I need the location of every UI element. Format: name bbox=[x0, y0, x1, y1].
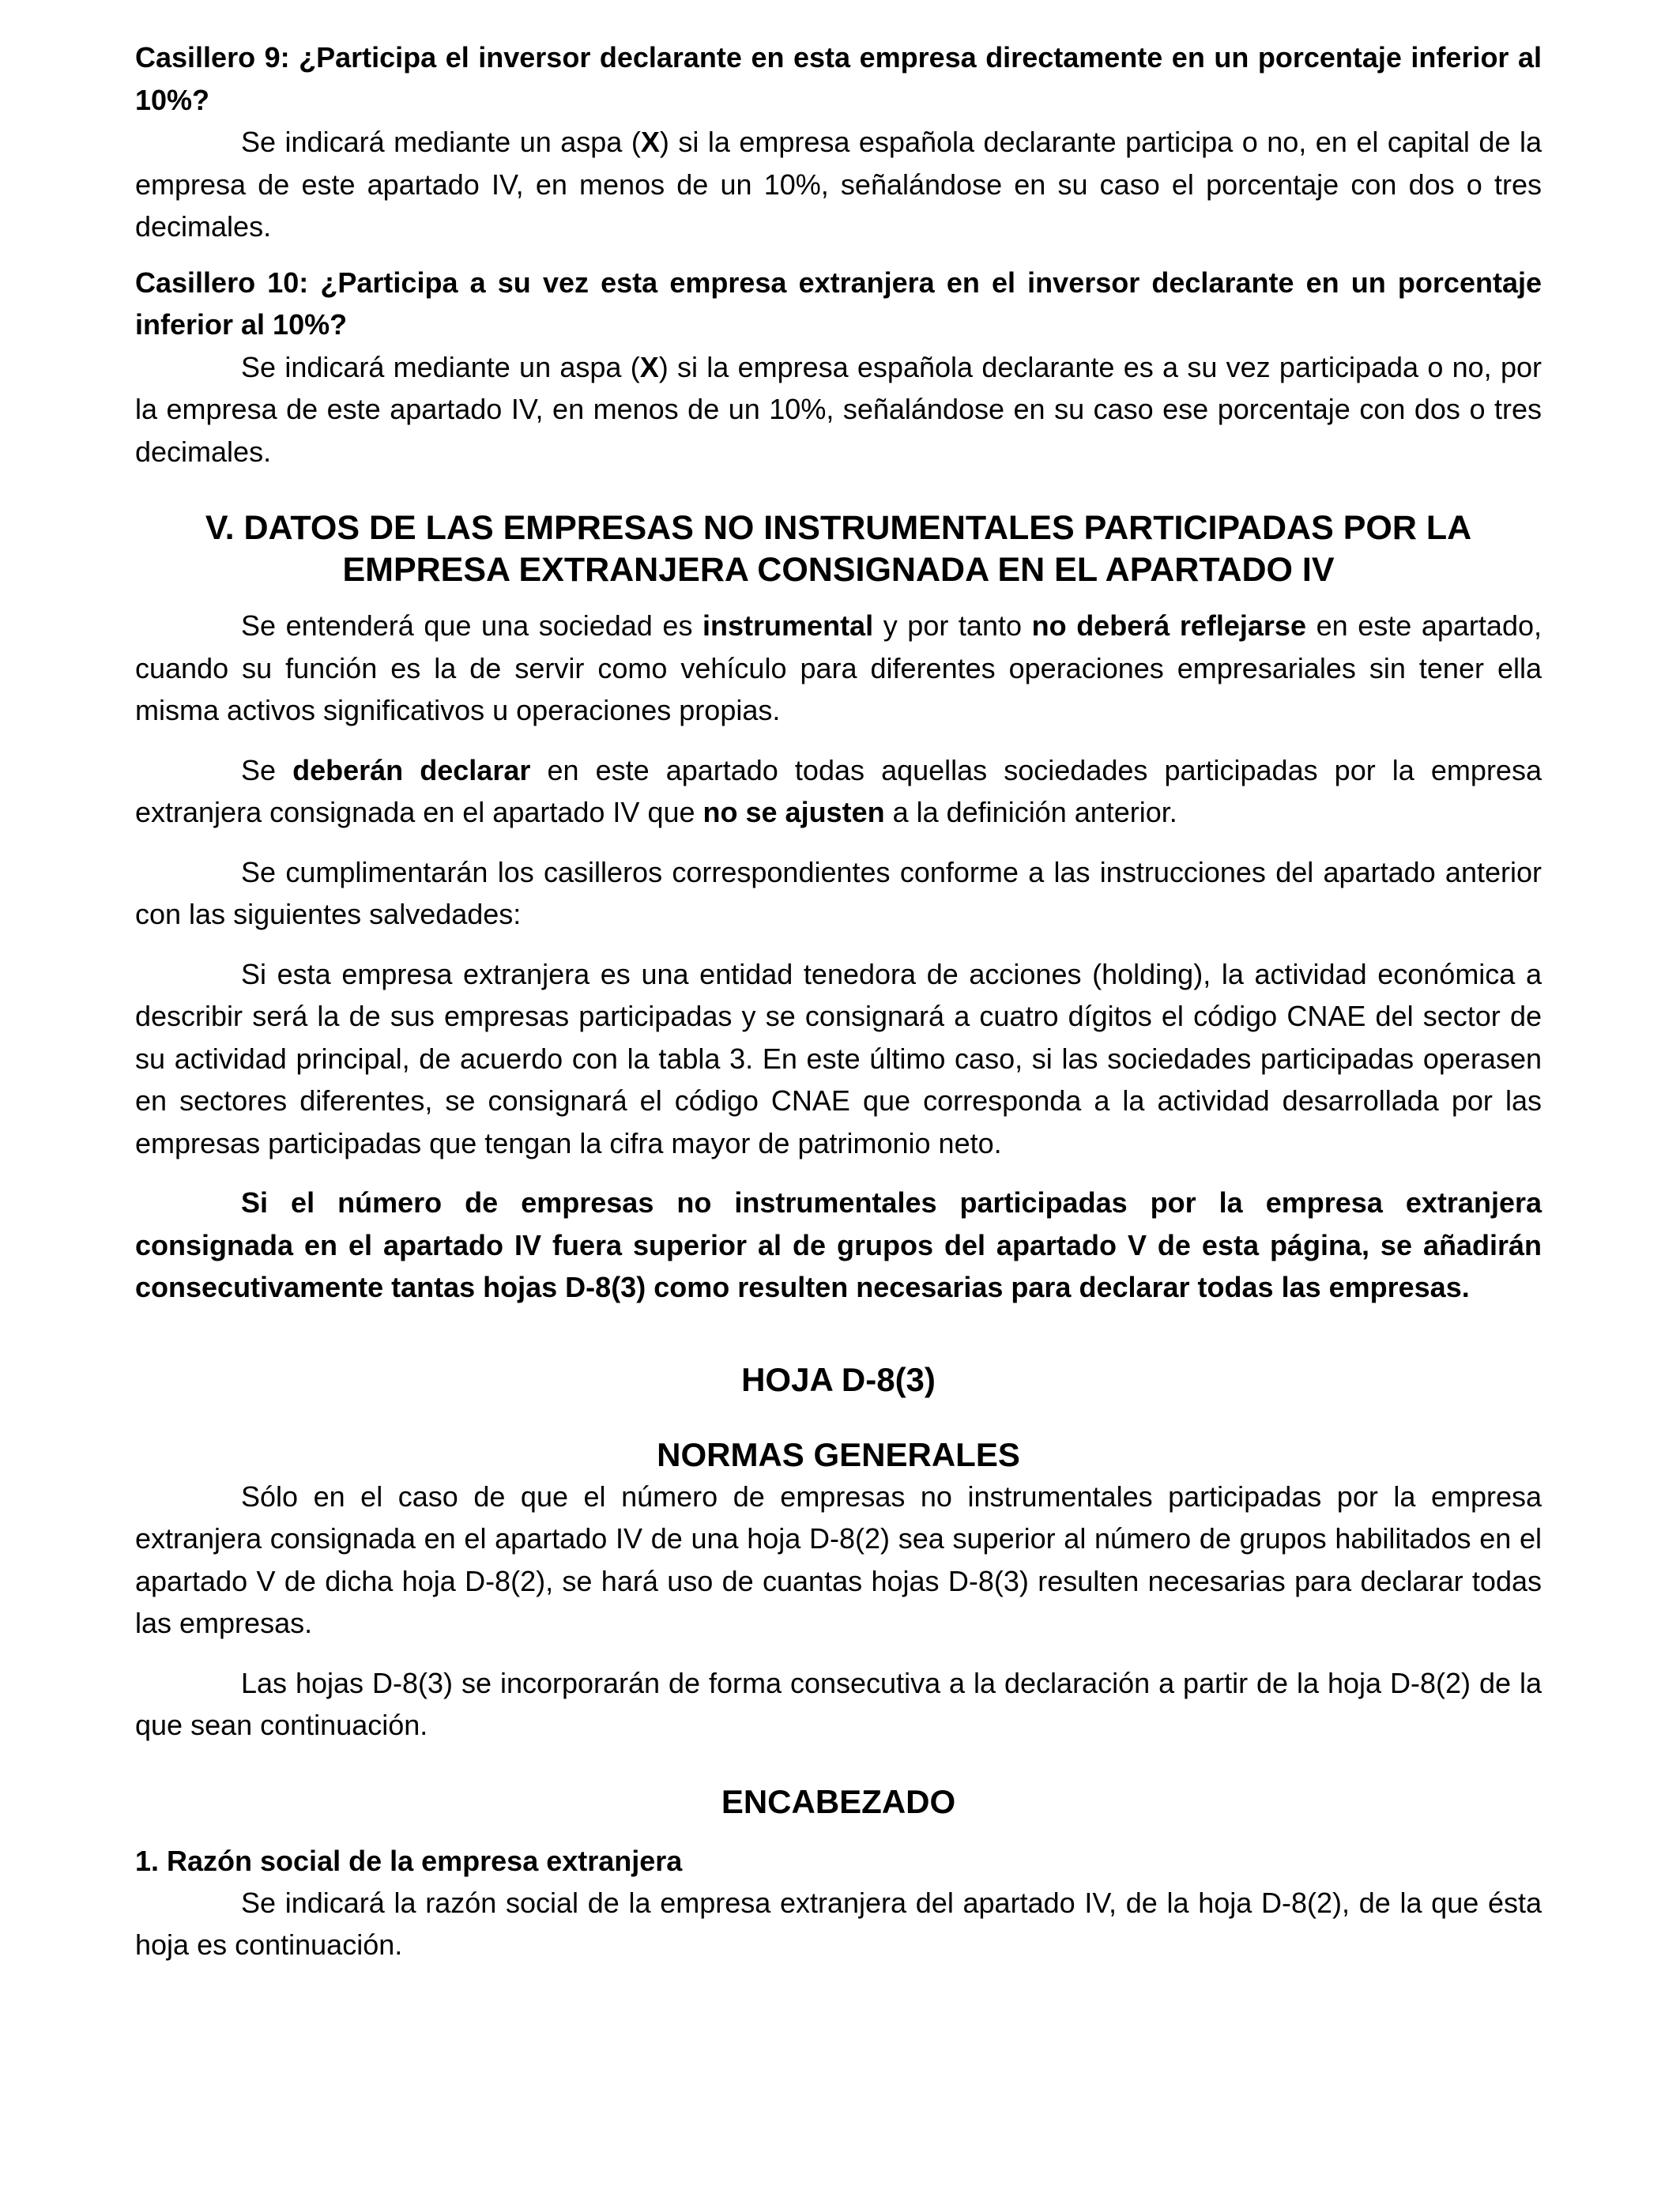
encabezado-title: ENCABEZADO bbox=[721, 1782, 956, 1820]
casillero-9-aspa: X bbox=[640, 126, 660, 158]
p1-bold-instrumental: instrumental bbox=[703, 609, 874, 642]
casillero-10-aspa: X bbox=[639, 350, 659, 383]
casillero-9-text-b: ) si la empresa española declarante participa o no, en el capital de la empresa de este apartado IV, en menos de un 10%, señalándose en su caso el porcentaje con dos o tres decimales. bbox=[135, 126, 1542, 243]
normas-generales-title: NORMAS GENERALES bbox=[657, 1435, 1020, 1473]
p2-text-a: Se bbox=[241, 753, 293, 786]
section-v-heading-line2: EMPRESA EXTRANJERA CONSIGNADA EN EL APARTADO IV bbox=[342, 551, 1335, 589]
section-v-paragraph-1 bbox=[135, 605, 1542, 732]
p2-bold-no-ajusten: no se ajusten bbox=[703, 796, 885, 828]
p2-text-e: a la definición anterior. bbox=[884, 796, 1177, 828]
casillero-10-text bbox=[135, 346, 1542, 473]
p2-text-c: en este apartado todas aquellas sociedades participadas por la empresa extranjera consignada en el apartado IV que bbox=[135, 753, 1542, 828]
p1-text-e: en este apartado, cuando su función es la de servir como vehículo para diferentes operaciones empresariales sin tener ella misma activos significativos u operaciones propias. bbox=[135, 609, 1542, 726]
p1-text-c: y por tanto bbox=[873, 609, 1032, 642]
section-v-heading bbox=[135, 507, 1542, 591]
section-v-heading-line1: V. DATOS DE LAS EMPRESAS NO INSTRUMENTALES PARTICIPADAS POR LA bbox=[205, 509, 1472, 547]
razon-social-text: Se indicará la razón social de la empresa extranjera del apartado IV, de la hoja D-8(2), de la que ésta hoja es continuación. bbox=[135, 1886, 1542, 1961]
p1-bold-no-reflejarse: no deberá reflejarse bbox=[1031, 609, 1306, 642]
casillero-10-text-b: ) si la empresa española declarante es a su vez participada o no, por la empresa de este apartado IV, en menos de un 10%, señalándose en su caso ese porcentaje con dos o tres decimales. bbox=[135, 350, 1542, 468]
razon-social-heading: 1. Razón social de la empresa extranjera bbox=[135, 1844, 683, 1877]
casillero-9-text-a: Se indicará mediante un aspa ( bbox=[241, 126, 641, 158]
p2-bold-declarar: deberán declarar bbox=[292, 753, 531, 786]
normas-paragraph-2: Las hojas D-8(3) se incorporarán de forma consecutiva a la declaración a partir de la hoja D-8(2) de la que sean continuación. bbox=[135, 1666, 1542, 1741]
section-v-paragraph-5: Si el número de empresas no instrumentales participadas por la empresa extranjera consignada en el apartado IV fuera superior al de grupos del apartado V de esta página, se añadirán consecutivamente tantas hojas D-8(3) como resulten necesarias para declarar todas las empresas. bbox=[135, 1186, 1542, 1303]
normas-paragraph-1: Sólo en el caso de que el número de empresas no instrumentales participadas por la empresa extranjera consignada en el apartado IV de una hoja D-8(2) sea superior al número de grupos habilitados en el apartado V de dicha hoja D-8(2), se hará uso de cuantas hojas D-8(3) resulten necesarias para declarar todas las empresas. bbox=[135, 1480, 1542, 1639]
document-page bbox=[135, 36, 1542, 1966]
section-v-paragraph-2 bbox=[135, 749, 1542, 834]
casillero-10-title: Casillero 10: ¿Participa a su vez esta empresa extranjera en el inversor declarante en un porcentaje inferior al 10%? bbox=[135, 266, 1542, 341]
casillero-9-text bbox=[135, 121, 1542, 248]
p1-text-a: Se entenderá que una sociedad es bbox=[241, 609, 703, 642]
hoja-title: HOJA D-8(3) bbox=[741, 1360, 936, 1398]
section-v-paragraph-4: Si esta empresa extranjera es una entidad tenedora de acciones (holding), la actividad económica a describir será la de sus empresas participadas y se consignará a cuatro dígitos el código CNAE del sector de su actividad principal, de acuerdo con la tabla 3. En este último caso, si las sociedades participadas operasen en sectores diferentes, se consignará el código CNAE que corresponda a la actividad desarrollada por las empresas participadas que tengan la cifra mayor de patrimonio neto. bbox=[135, 957, 1542, 1159]
section-v-paragraph-3: Se cumplimentarán los casilleros correspondientes conforme a las instrucciones del apartado anterior con las siguientes salvedades: bbox=[135, 855, 1542, 930]
casillero-9-title: Casillero 9: ¿Participa el inversor declarante en esta empresa directamente en un porcentaje inferior al 10%? bbox=[135, 41, 1542, 116]
casillero-10-text-a: Se indicará mediante un aspa ( bbox=[241, 350, 640, 383]
